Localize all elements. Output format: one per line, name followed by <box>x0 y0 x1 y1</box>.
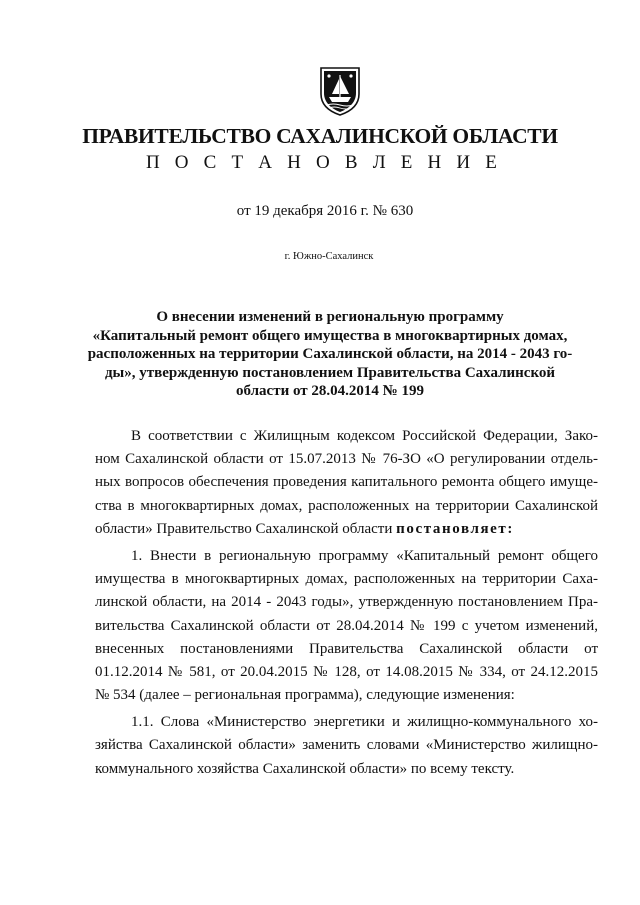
text-line: ных вопросов обеспечения проведения капитального ремонта общего имуще- <box>95 474 598 491</box>
text-line: имущества в многоквартирных домах, расположенных на территории Саха- <box>95 571 598 588</box>
text-line: коммунального хозяйства Сахалинской области» по всему тексту. <box>95 760 515 777</box>
decree-subject <box>80 308 580 401</box>
text-line: 01.12.2014 № 581, от 20.04.2015 № 128, от 14.08.2015 № 334, от 24.12.2015 <box>95 663 598 680</box>
text-line: ства в многоквартирных домах, расположенных на территории Сахалинской <box>95 497 598 514</box>
text-line: внесенных постановлениями Правительства Сахалинской области от <box>95 640 598 657</box>
text-line: В соответствии с Жилищным кодексом Российской Федерации, Зако- <box>131 428 598 444</box>
decree-date-number: от 19 декабря 2016 г. № 630 <box>236 203 414 219</box>
text-line: 1.1. Слова «Министерство энергетики и жилищно-коммунального хо- <box>131 714 598 731</box>
preamble-paragraph <box>95 425 598 541</box>
decree-body <box>95 425 598 781</box>
text-fragment: области» Правительство Сахалинской области <box>95 520 397 537</box>
item-1-paragraph <box>95 545 598 707</box>
text-line <box>95 518 598 541</box>
subject-line: области от 28.04.2014 № 199 <box>236 383 424 399</box>
subject-line: О внесении изменений в региональную программу <box>156 309 504 325</box>
text-line: 1. Внести в региональную программу «Капитальный ремонт общего <box>131 547 598 564</box>
text-line: линской области, на 2014 - 2043 годы», утвержденную постановлением Пра- <box>95 594 598 611</box>
subject-line: расположенных на территории Сахалинской области, на 2014 - 2043 го- <box>87 346 573 362</box>
coat-of-arms-icon <box>319 64 361 116</box>
document-type: П О С Т А Н О В Л Е Н И Е <box>145 152 503 173</box>
text-line: ном Сахалинской области от 15.07.2013 № 76-ЗО «О регулировании отдель- <box>95 451 598 468</box>
text-line: зяйства Сахалинской области» заменить словами «Министерство жилищно- <box>95 737 598 754</box>
issue-city: г. Южно-Сахалинск <box>284 251 374 262</box>
decree-word: постановляет: <box>396 520 515 537</box>
text-line: № 534 (далее – региональная программа), следующие изменения: <box>95 687 515 704</box>
text-line: вительства Сахалинской области от 28.04.2014 № 199 с учетом изменений, <box>95 617 598 634</box>
subject-line: ды», утвержденную постановлением Правительства Сахалинской <box>104 364 556 381</box>
subject-line: «Капитальный ремонт общего имущества в многоквартирных домах, <box>92 327 568 344</box>
government-title: ПРАВИТЕЛЬСТВО САХАЛИНСКОЙ ОБЛАСТИ <box>82 124 558 148</box>
item-1-1-paragraph <box>95 711 598 781</box>
